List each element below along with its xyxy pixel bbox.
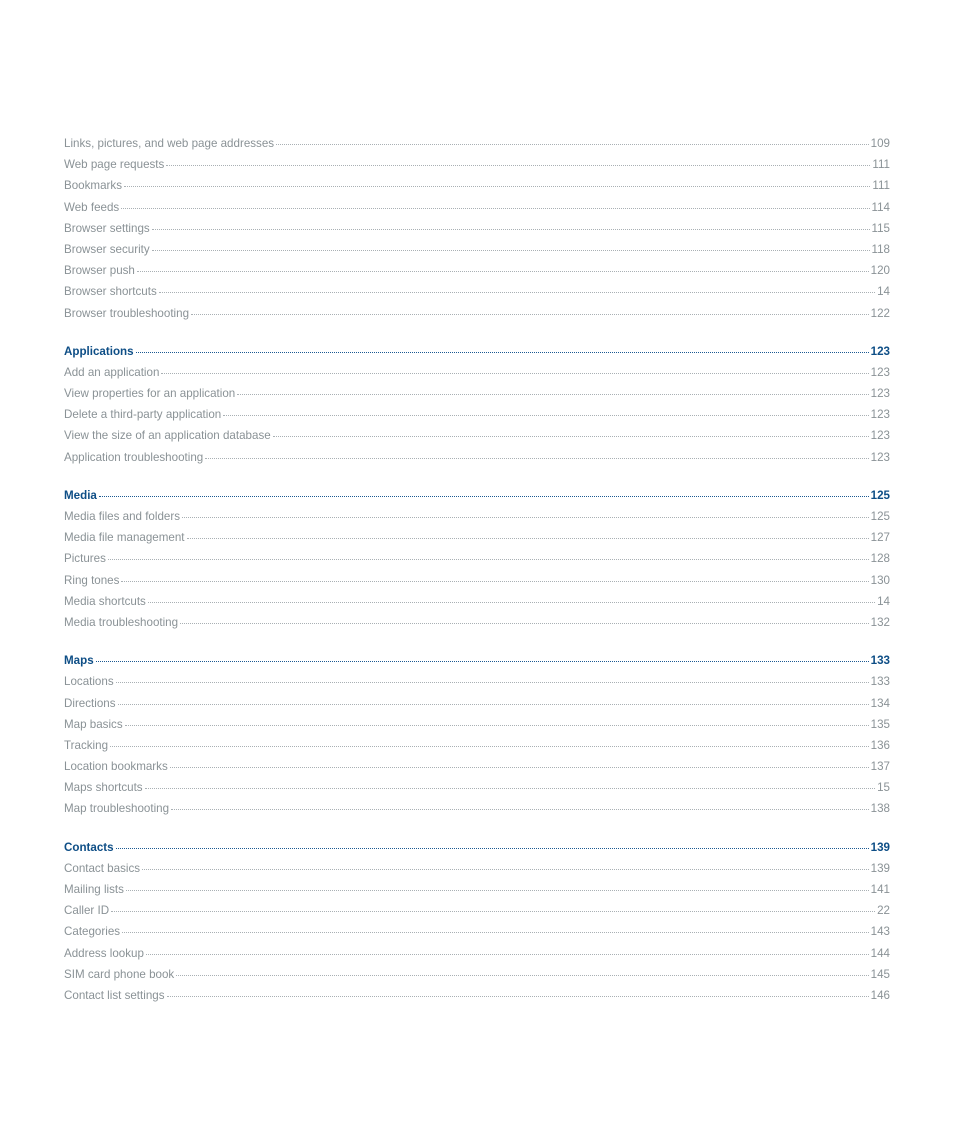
- toc-heading[interactable]: [64, 650, 890, 671]
- toc-section: [64, 485, 890, 633]
- dot-leader: [191, 314, 869, 315]
- dot-leader: [96, 661, 869, 662]
- toc-entry[interactable]: [64, 303, 890, 324]
- toc-entry-title: Location bookmarks: [64, 760, 168, 774]
- toc-entry-title: Contact list settings: [64, 988, 165, 1002]
- toc-entry[interactable]: [64, 964, 890, 985]
- toc-entry-page-number: 14: [877, 594, 890, 608]
- dot-leader: [121, 581, 868, 582]
- toc-entry-page-number: 141: [870, 883, 890, 896]
- toc-entry-page-number: 109: [870, 137, 890, 150]
- dot-leader: [126, 890, 869, 891]
- toc-entry-title: Add an application: [64, 365, 160, 379]
- toc-heading-title: Maps: [64, 654, 94, 668]
- dot-leader: [170, 767, 869, 768]
- toc-entry-page-number: 123: [870, 450, 890, 464]
- dot-leader: [110, 746, 869, 747]
- toc-entry-title: Media shortcuts: [64, 594, 146, 608]
- dot-leader: [125, 725, 869, 726]
- toc-section: [64, 133, 890, 324]
- toc-heading-title: Contacts: [64, 840, 114, 854]
- toc-entry[interactable]: [64, 671, 890, 692]
- toc-entry-title: View the size of an application database: [64, 429, 271, 443]
- toc-entry[interactable]: [64, 218, 890, 239]
- toc-entry-page-number: 123: [870, 365, 890, 379]
- toc-entry-page-number: 123: [870, 408, 890, 422]
- toc-entry[interactable]: [64, 943, 890, 964]
- toc-entry-title: Links, pictures, and web page addresses: [64, 137, 275, 150]
- toc-entry-title: Media troubleshooting: [64, 615, 179, 629]
- toc-entry-title: Application troubleshooting: [64, 450, 204, 464]
- toc-heading-page-number: 133: [870, 654, 890, 668]
- toc-entry-page-number: 137: [870, 760, 890, 774]
- toc-entry-page-number: 111: [872, 158, 890, 172]
- toc-entry-page-number: 138: [870, 802, 890, 816]
- toc-entry-title: Mailing lists: [64, 883, 124, 896]
- toc-entry-title: Browser shortcuts: [64, 285, 157, 299]
- toc-entry-page-number: 123: [870, 429, 890, 443]
- toc-entry-title: Browser troubleshooting: [64, 306, 190, 320]
- toc-entry[interactable]: [64, 425, 890, 446]
- toc-entry[interactable]: [64, 197, 890, 218]
- dot-leader: [118, 704, 869, 705]
- toc-entry-page-number: 128: [870, 552, 890, 566]
- toc-entry[interactable]: [64, 858, 890, 879]
- toc-entry-page-number: 120: [870, 264, 890, 278]
- toc-entry-title: Contact basics: [64, 861, 141, 875]
- toc-entry-page-number: 135: [870, 717, 890, 731]
- toc-entry-page-number: 15: [877, 781, 890, 795]
- toc-entry-page-number: 114: [871, 200, 890, 214]
- toc-entry-title: Map basics: [64, 717, 123, 731]
- dot-leader: [276, 144, 869, 145]
- toc-entry-title: Delete a third-party application: [64, 408, 222, 422]
- toc-entry[interactable]: [64, 714, 890, 735]
- toc-entry-page-number: 115: [871, 221, 890, 235]
- dot-leader: [237, 394, 868, 395]
- toc-entry-title: SIM card phone book: [64, 967, 175, 981]
- toc-entry[interactable]: [64, 612, 890, 633]
- toc-entry-title: Browser settings: [64, 221, 150, 235]
- dot-leader: [122, 932, 869, 933]
- toc-entry[interactable]: [64, 798, 890, 819]
- toc-entry-page-number: 22: [877, 904, 890, 918]
- toc-entry-page-number: 143: [870, 925, 890, 939]
- dot-leader: [161, 373, 868, 374]
- toc-entry[interactable]: [64, 591, 890, 612]
- dot-leader: [108, 559, 869, 560]
- toc-entry[interactable]: [64, 362, 890, 383]
- toc-heading-title: Applications: [64, 344, 134, 358]
- dot-leader: [116, 848, 869, 849]
- toc-entry-title: Web page requests: [64, 158, 165, 172]
- dot-leader: [171, 809, 869, 810]
- dot-leader: [142, 869, 869, 870]
- toc-section: [64, 341, 890, 468]
- toc-entry-page-number: 127: [870, 531, 890, 545]
- toc-entry[interactable]: [64, 900, 890, 921]
- toc-entry-title: Map troubleshooting: [64, 802, 170, 816]
- toc-entry[interactable]: [64, 527, 890, 548]
- toc-entry[interactable]: [64, 154, 890, 175]
- dot-leader: [205, 458, 868, 459]
- dot-leader: [145, 788, 875, 789]
- toc-entry[interactable]: [64, 735, 890, 756]
- dot-leader: [180, 623, 869, 624]
- toc-entry[interactable]: [64, 777, 890, 798]
- dot-leader: [273, 436, 869, 437]
- toc-heading-page-number: 123: [870, 344, 890, 358]
- dot-leader: [223, 415, 868, 416]
- dot-leader: [182, 517, 869, 518]
- toc-entry[interactable]: [64, 693, 890, 714]
- toc-entry-title: Media file management: [64, 531, 185, 545]
- toc-entry-page-number: 139: [870, 861, 890, 875]
- toc-entry[interactable]: [64, 985, 890, 1006]
- toc-entry[interactable]: [64, 570, 890, 591]
- dot-leader: [148, 602, 875, 603]
- dot-leader: [137, 271, 869, 272]
- toc-heading-page-number: 125: [870, 488, 890, 502]
- toc-entry-title: Address lookup: [64, 946, 144, 960]
- toc-entry-page-number: 132: [870, 615, 890, 629]
- toc-entry-page-number: 146: [870, 988, 890, 1002]
- dot-leader: [152, 229, 870, 230]
- toc-entry[interactable]: [64, 239, 890, 260]
- toc-heading[interactable]: [64, 341, 890, 362]
- toc-entry-page-number: 125: [870, 510, 890, 523]
- toc-heading-page-number: 139: [870, 840, 890, 854]
- toc-entry-title: View properties for an application: [64, 387, 236, 401]
- toc-entry[interactable]: [64, 506, 890, 527]
- dot-leader: [166, 165, 870, 166]
- toc-heading[interactable]: [64, 485, 890, 506]
- toc-section: [64, 650, 890, 820]
- toc-entry-title: Caller ID: [64, 904, 110, 918]
- toc-entry[interactable]: [64, 756, 890, 777]
- dot-leader: [152, 250, 870, 251]
- toc-entry-title: Bookmarks: [64, 179, 122, 193]
- toc-entry-page-number: 133: [870, 675, 890, 689]
- toc-entry-title: Categories: [64, 925, 121, 939]
- dot-leader: [159, 292, 875, 293]
- toc-entry-page-number: 130: [870, 573, 890, 587]
- dot-leader: [116, 682, 869, 683]
- toc-entry-title: Ring tones: [64, 573, 120, 587]
- toc-entry-page-number: 144: [870, 946, 890, 960]
- toc-entry[interactable]: [64, 260, 890, 281]
- toc-entry[interactable]: [64, 447, 890, 468]
- toc-entry-page-number: 14: [877, 285, 890, 299]
- toc-entry-page-number: 122: [870, 306, 890, 320]
- toc-heading[interactable]: [64, 837, 890, 858]
- toc-entry-title: Browser security: [64, 242, 150, 256]
- toc-entry-title: Locations: [64, 675, 114, 689]
- toc-entry-page-number: 145: [870, 967, 890, 981]
- dot-leader: [136, 352, 869, 353]
- toc-section: [64, 837, 890, 1007]
- toc-entry[interactable]: [64, 879, 890, 900]
- dot-leader: [187, 538, 869, 539]
- dot-leader: [176, 975, 868, 976]
- toc-entry-page-number: 111: [872, 179, 890, 193]
- toc-entry[interactable]: [64, 921, 890, 942]
- table-of-contents: [64, 133, 890, 1006]
- toc-entry-page-number: 134: [870, 696, 890, 710]
- dot-leader: [167, 996, 869, 997]
- toc-entry-title: Browser push: [64, 264, 135, 278]
- toc-entry-page-number: 123: [870, 387, 890, 401]
- toc-entry-title: Web feeds: [64, 200, 120, 214]
- toc-entry-title: Directions: [64, 696, 116, 710]
- toc-heading-title: Media: [64, 488, 97, 502]
- dot-leader: [121, 208, 869, 209]
- toc-entry[interactable]: [64, 548, 890, 569]
- toc-entry[interactable]: [64, 404, 890, 425]
- dot-leader: [146, 954, 869, 955]
- toc-entry-title: Pictures: [64, 552, 106, 566]
- toc-entry[interactable]: [64, 281, 890, 302]
- toc-entry-title: Maps shortcuts: [64, 781, 143, 795]
- toc-entry[interactable]: [64, 383, 890, 404]
- toc-entry[interactable]: [64, 133, 890, 154]
- dot-leader: [111, 911, 875, 912]
- toc-entry-title: Media files and folders: [64, 510, 180, 523]
- toc-entry-page-number: 136: [870, 738, 890, 752]
- toc-entry-page-number: 118: [871, 242, 890, 256]
- toc-entry[interactable]: [64, 175, 890, 196]
- toc-entry-title: Tracking: [64, 738, 109, 752]
- dot-leader: [124, 186, 870, 187]
- dot-leader: [99, 496, 869, 497]
